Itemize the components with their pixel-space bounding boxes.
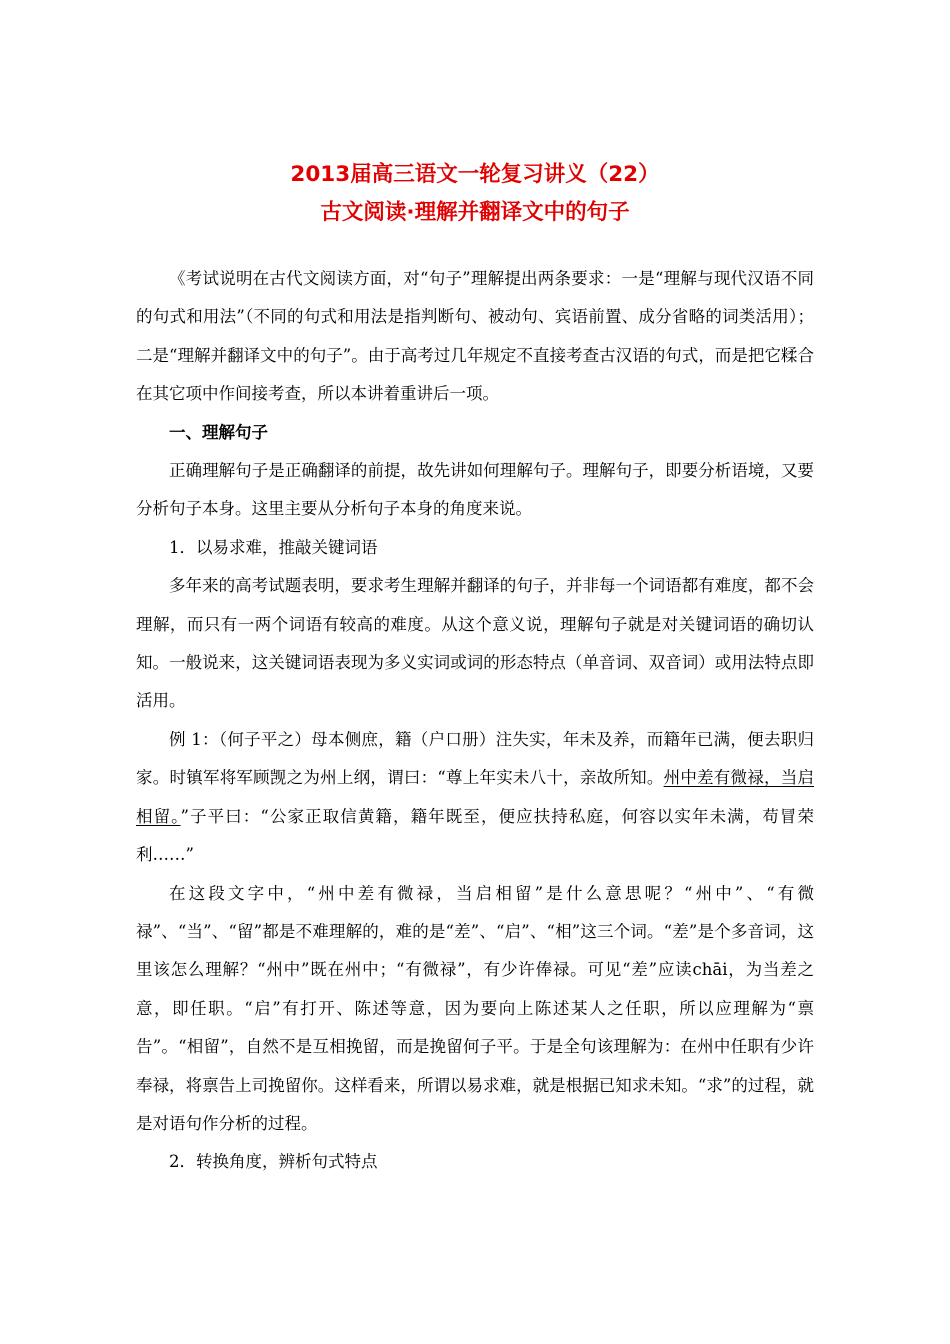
analysis-paragraph: 在这段文字中，“州中差有微禄，当启相留”是什么意思呢？“州中”、“有微禄”、“当”、“留”都是不难理解的，难的是“差”、“启”、“相”这三个词。“差”是个多音词，这里该怎么理解？“州中”既在州中；“有微禄”，有少许俸禄。可见“差”应读chāi，为当差之意，即任职。“启”有打开、陈述等意，因为要向上陈述某人之任职，所以应理解为“禀告”。“相留”，自然不是互相挽留，而是挽留何子平。于是全句该理解为：在州中任职有少许奉禄，将禀告上司挽留你。这样看来，所谓以易求难，就是根据已知求未知。“求”的过程，就是对语句作分析的过程。 [136,883,814,1133]
example-1-underlined-sentence: 州中差有微禄，当启相留。 [136,768,815,826]
section-intro-paragraph: 正确理解句子是正确翻译的前提，故先讲如何理解句子。理解句子，即要分析语境，又要分析句子本身。这里主要从分析句子本身的角度来说。 [136,461,814,519]
title-line-2: 古文阅读·理解并翻译文中的句子 [320,200,630,225]
title-line-1: 2013届高三语文一轮复习讲义（22） [290,162,660,187]
subheading-2: 2．转换角度，辨析句式特点 [169,1152,378,1172]
intro-paragraph: 《考试说明在古代文阅读方面，对“句子”理解提出两条要求：一是“理解与现代汉语不同的句式和用法”（不同的句式和用法是指判断句、被动句、宾语前置、成分省略的词类活用）；二是“理解并翻译文中的句子”。由于高考过几年规定不直接考查古汉语的句式，而是把它糅合在其它项中作间接考查，所以本讲着重讲后一项。 [136,269,814,404]
section-heading-understand-sentences: 一、理解句子 [169,422,268,442]
example-1-text-before: 例 1：（何子平之）母本侧庶，籍（户口册）注失实，年未及养，而籍年已满，便去职归家。时镇军将军顾觊之为州上纲，谓曰：“尊上年实未八十，亲故所知。 [136,729,814,788]
example-1-paragraph [136,721,814,875]
example-1-text-after: ”子平曰：“公家正取信黄籍，籍年既至，便应扶持私庭，何容以实年未满，苟冒荣利……” [136,806,815,865]
document-title [0,156,950,232]
document-body [136,260,814,1182]
keywords-paragraph: 多年来的高考试题表明，要求考生理解并翻译的句子，并非每一个词语都有难度，都不会理解，而只有一两个词语有较高的难度。从这个意义说，理解句子就是对关键词语的确切认知。一般说来，这关键词语表现为多义实词或词的形态特点（单音词、双音词）或用法特点即活用。 [136,576,814,711]
subheading-1: 1．以易求难，推敲关键词语 [169,537,378,557]
